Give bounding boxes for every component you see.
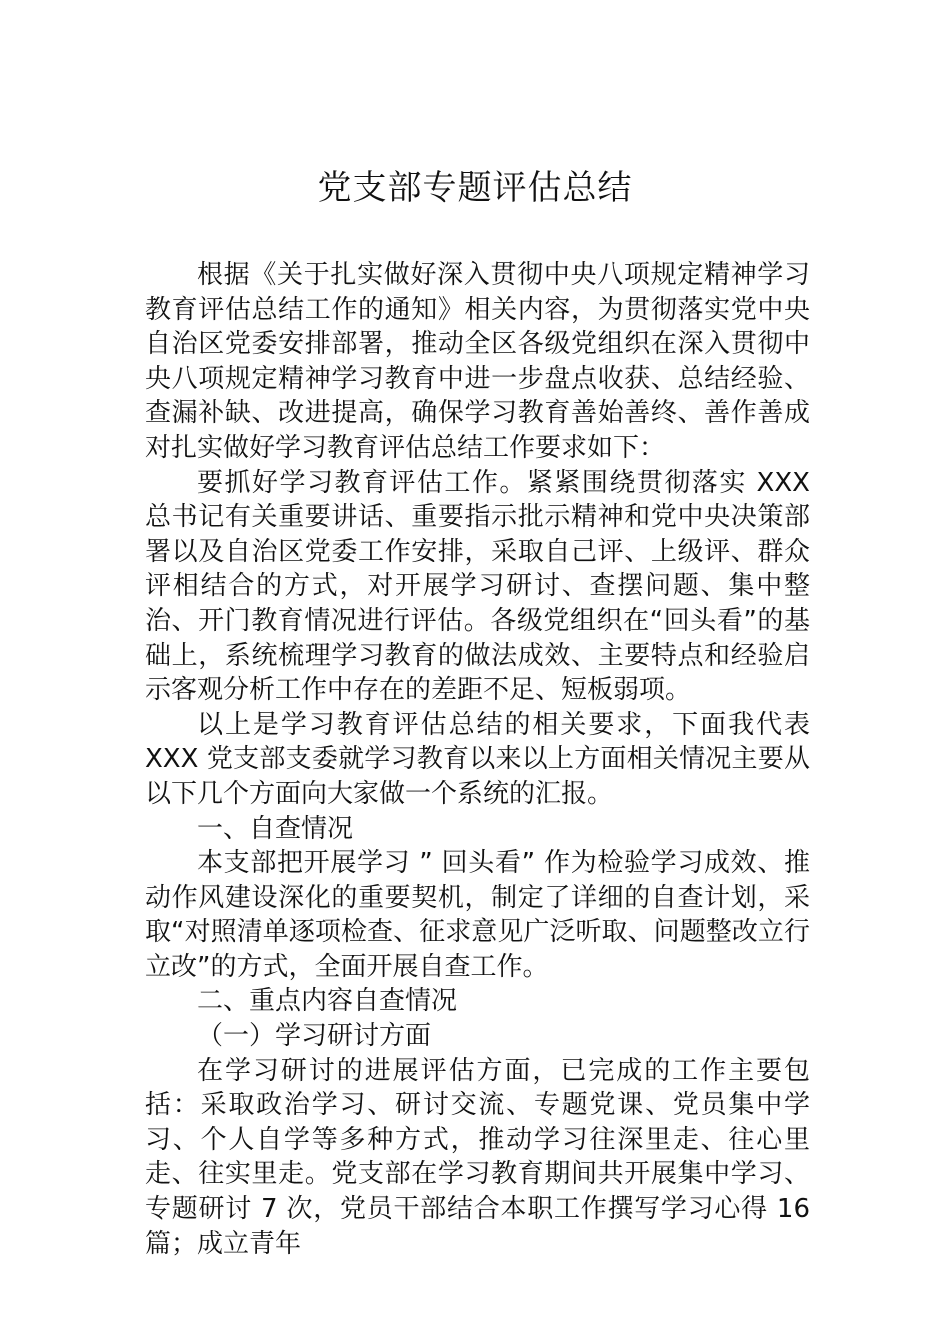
subsection-heading-study: （一）学习研讨方面 bbox=[197, 1021, 432, 1052]
paragraph-study: 在学习研讨的进展评估方面，已完成的工作主要包括：采取政治学习、研讨交流、专题党课、党员集中学习、个人自学等多种方式，推动学习往深里走、往心里走、往实里走。党支部在学习教育期间共开展集中学习、专题研讨 7 次，党员干部结合本职工作撰写学习心得 16 篇；成立青年 bbox=[145, 1055, 810, 1259]
paragraph-requirements: 要抓好学习教育评估工作。紧紧围绕贯彻落实 XXX 总书记有关重要讲话、重要指示批示精神和党中央决策部署以及自治区党委工作安排，采取自己评、上级评、群众评相结合的方式，对开展学习研讨、查摆问题、集中整治、开门教育情况进行评估。各级党组织在“回头看”的基础上，系统梳理学习教育的做法成效、主要特点和经验启示客观分析工作中存在的差距不足、短板弱项。 bbox=[145, 467, 810, 706]
paragraph-self-check: 本支部把开展学习 ” 回头看” 作为检验学习成效、推动作风建设深化的重要契机，制定了详细的自查计划，采取“对照清单逐项检查、征求意见广泛听取、问题整改立行立改”的方式，全面开展自查工作。 bbox=[145, 848, 810, 982]
section-heading-self-check: 一、自查情况 bbox=[197, 813, 354, 844]
paragraph-report-intro: 以上是学习教育评估总结的相关要求，下面我代表 XXX 党支部支委就学习教育以来以上方面相关情况主要从以下几个方面向大家做一个系统的汇报。 bbox=[145, 709, 810, 809]
document-body bbox=[145, 258, 810, 1261]
paragraph-intro: 根据《关于扎实做好深入贯彻中央八项规定精神学习教育评估总结工作的通知》相关内容，为贯彻落实党中央自治区党委安排部署，推动全区各级党组织在深入贯彻中央八项规定精神学习教育中进一步盘点收获、总结经验、查漏补缺、改进提高，确保学习教育善始善终、善作善成对扎实做好学习教育评估总结工作要求如下： bbox=[145, 260, 810, 463]
section-heading-key-content: 二、重点内容自查情况 bbox=[197, 986, 458, 1017]
document-title: 党支部专题评估总结 bbox=[317, 168, 633, 208]
